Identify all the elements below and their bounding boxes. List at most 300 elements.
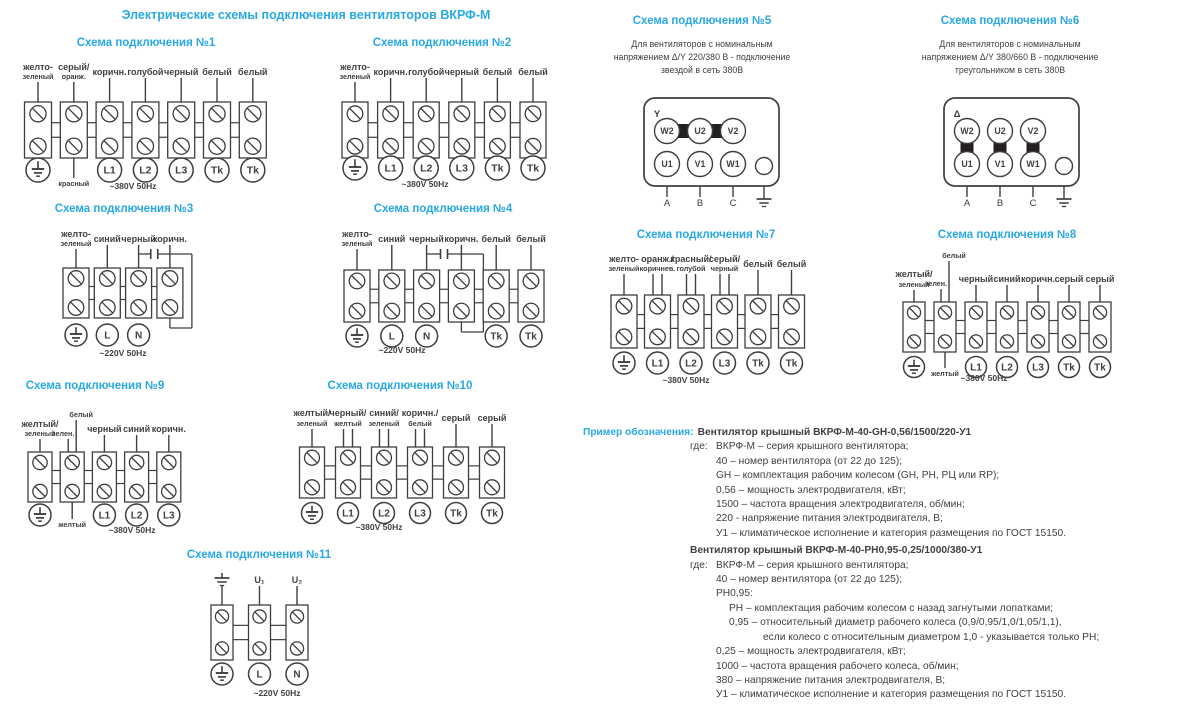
terminal-label [410,503,431,524]
screw-icon [162,300,178,316]
phase-label: B [996,198,1004,209]
wire-color-label: красный [58,179,90,188]
wire-color-label: зеленый [60,239,92,248]
terminal-label-text: Tk [210,164,224,177]
wire-color-label: желто- [342,229,372,239]
earth-icon [346,325,368,347]
screw-icon [616,329,632,345]
capacitor-icon [441,249,448,259]
screw-icon [616,298,632,314]
screw-icon [173,138,189,154]
terminal-label [781,352,803,374]
screw-icon [525,138,541,154]
wire-color-label: черный [958,274,994,284]
screw-icon [102,138,118,154]
empty-terminal [1056,158,1073,175]
wire-color-label: оранж./ [641,254,674,264]
screw-icon [717,329,733,345]
motor-terminal-text: U2 [694,126,706,137]
terminal-block [518,67,548,180]
screw-icon [97,455,111,469]
screw-icon [347,138,363,154]
screw-icon [413,450,428,465]
screw-icon [30,138,46,154]
terminal-label-text: Tk [491,162,504,175]
page-title: Электрические схемы подключения вентиляторов ВКРФ-М [121,8,491,22]
wire-color-label: зеленый [608,264,640,273]
voltage-label: ~380V 50Hz [355,522,403,532]
wire-color-label: коричн./ [401,408,439,418]
wire-color-label: черный [710,264,739,273]
screw-icon [384,273,400,289]
terminal-label [680,352,702,374]
designation-line: 0,56 – мощность электродвигателя, кВт; [716,484,906,496]
terminal-label [96,324,118,346]
screw-icon [523,303,539,319]
terminal-label-text: L1 [342,508,354,520]
earth-icon [65,324,87,346]
terminal-label-text: Tk [785,358,798,370]
designation-line: У1 – климатическое исполнение и категория размещения по ГОСТ 15150. [716,527,1067,539]
wire-color-label: серый [441,413,471,423]
wire-color-label: серый [1085,274,1115,284]
terminal-label [169,158,193,182]
designation-line: 40 – номер вентилятора (от 22 до 125); [716,455,903,467]
terminal-label [714,352,736,374]
screw-icon [454,303,470,319]
earth-icon [302,503,323,524]
wire-color-label: белый [482,67,513,77]
motor-terminal-text: V2 [1027,126,1039,137]
terminal-block [127,67,163,182]
empty-terminal [756,158,773,175]
scheme-description: Для вентиляторов с номинальным напряжением Δ/Y 220/380 В - подключение звездой в сеть 380В [613,39,791,75]
phase-label: C [729,198,737,209]
wire-color-label: голубой [676,264,706,273]
screw-icon [454,138,470,154]
terminal-label [414,156,438,180]
screw-icon [100,271,116,287]
terminal-label-text: Tk [526,162,540,175]
screw-icon [137,106,153,122]
screw-icon [488,273,504,289]
designation-line: GH – комплектация рабочим колесом (GH, РН, РЦ или RP); [716,470,1000,482]
terminal-label-text: L1 [970,362,982,374]
screw-icon [290,642,303,655]
wiring-diagram [330,58,556,194]
terminal-block [211,573,233,685]
screw-icon [907,306,920,319]
wire-color-label: зеленый [296,419,328,428]
screw-icon [490,106,506,122]
scheme-title: Схема подключения №6 [940,15,1080,27]
voltage-label: ~220V 50Hz [378,345,426,355]
screw-icon [66,106,82,122]
wire-color-label: желтый [334,419,362,428]
terminal-label [205,158,229,182]
screw-icon [750,329,766,345]
terminal-block [93,67,127,182]
designation-line: РН – комплектация рабочим колесом с назад загнутыми лопатками; [729,602,1054,614]
screw-icon [209,106,225,122]
terminal-block [374,67,408,180]
screw-icon [485,450,500,465]
terminal-label [446,503,467,524]
wire-color-label: коричн. [1020,274,1056,284]
terminal-label [482,503,503,524]
terminal-block [123,424,150,526]
wiring-diagram [14,58,280,194]
terminal-block [87,424,121,526]
screw-icon [1000,306,1013,319]
terminal-label-text: L2 [139,164,152,177]
screw-icon [30,106,46,122]
wire-color-label: голубой [127,67,164,77]
screw-icon [68,300,84,316]
terminal-label [647,352,669,374]
terminal-label [450,156,474,180]
terminal-label-text: Tk [752,358,764,370]
wire-color-label: синий [993,274,1021,284]
screw-icon [938,335,951,348]
scheme-title: Схема подключения №7 [636,229,776,241]
wire-color-label: черный [444,67,479,77]
earth-icon [29,504,51,526]
wire-color-label: оранж. [61,72,86,81]
terminal-label [1028,357,1049,378]
model-designation: Вентилятор крышный ВКРФ-М-40-GH-0,56/1500/220-У1 [697,427,972,438]
scheme-title: Схема подключения №9 [25,380,165,392]
screw-icon [523,273,539,289]
terminal-label-text: L3 [162,510,175,522]
terminal-block [249,575,271,685]
screw-icon [454,106,470,122]
screw-icon [449,480,464,495]
wire-color-label: коричнев. [639,264,676,273]
terminal-label [381,325,403,347]
terminal-label-text: N [293,669,301,681]
screw-icon [305,480,320,495]
terminal-label-text: L3 [414,508,426,520]
terminal-block [286,575,308,685]
terminal-label [128,324,150,346]
wire-color-label: голубой [408,67,445,77]
wire-color-label: белый [408,419,432,428]
screw-icon [384,303,400,319]
screw-icon [1093,335,1106,348]
terminal-block [94,234,121,346]
wire-color-label: коричн. [151,424,186,434]
voltage-label: ~380V 50Hz [109,181,157,191]
screw-icon [245,106,261,122]
terminal-label-text: Tk [1094,362,1106,374]
wire-color-label: белый [776,259,807,269]
motor-terminal-text: U1 [961,159,973,170]
wire-color-label: зелен. [52,429,75,438]
terminal-label [1090,357,1111,378]
voltage-label: ~380V 50Hz [960,373,1008,383]
wire-color-label: желтый [931,369,959,378]
terminal-block [409,234,443,347]
motor-terminal-diagram [640,90,800,218]
winding-type-label: Y [653,109,661,120]
terminal-block [153,234,187,318]
designation-line: где: ВКРФ-М – серия крышного вентилятора; [583,559,1183,573]
terminal-label [1059,357,1080,378]
designation-line: 0,95 – относительный диаметр рабочего колеса (0,9/0,95/1,0/1,05/1,1), [729,617,1062,629]
screw-icon [65,484,79,498]
ground-icon [1057,199,1072,207]
screw-icon [162,455,176,469]
terminal-block [516,234,546,347]
where-label: где: [690,441,708,453]
terminal-label [521,156,545,180]
designation-line: 1500 – частота вращения электродвигателя, об/мин; [716,499,965,511]
motor-terminal-text: W2 [960,126,974,137]
screw-icon [347,106,363,122]
motor-terminal-text: W1 [1026,159,1040,170]
example-heading-row [583,426,1183,440]
screw-icon [377,450,392,465]
ground-icon [757,199,772,207]
terminal-block [60,229,91,346]
wire-color-label: желтый/ [293,408,331,418]
motor-terminal-text: V2 [727,126,739,137]
terminal-label-text: L2 [378,508,390,520]
wire-color-label: зеленый [24,429,56,438]
wire-color-label: коричн. [152,234,187,244]
screw-icon [650,298,666,314]
terminal-label [286,663,308,685]
voltage-label: ~380V 50Hz [108,525,156,535]
screw-icon [419,303,435,319]
terminal-block [743,259,773,374]
screw-icon [33,484,47,498]
terminal-label [485,156,509,180]
wire-color-label: белый [238,67,268,77]
wiring-diagram [20,402,195,540]
screw-icon [341,480,356,495]
terminal-label-text: L3 [1032,362,1044,374]
wire-color-label: зеленый [898,280,930,289]
screw-icon [413,480,428,495]
wire-color-label: белый [942,251,966,260]
terminal-block [442,413,471,524]
screw-icon [97,484,111,498]
terminal-block [1055,274,1084,378]
terminal-block [378,234,405,347]
terminal-label-text: Tk [450,508,462,520]
terminal-block [369,408,400,524]
screw-icon [449,450,464,465]
terminal-label-text: L3 [455,162,468,175]
terminal-label [747,352,769,374]
wire-color-label: белый [743,259,773,269]
screw-icon [418,138,434,154]
screw-icon [1093,306,1106,319]
terminal-label-text: L [104,330,111,342]
wire-color-label: черный [164,67,199,77]
terminal-label-text: L1 [651,358,664,370]
terminal-label [338,503,359,524]
screw-icon [102,106,118,122]
winding-type-label: Δ [953,109,961,120]
scheme-title: Схема подключения №2 [372,37,512,49]
terminal-block [444,234,478,322]
where-label: где: [690,559,708,571]
wire-color-label: синий [123,424,151,434]
terminal-label-text: L1 [384,162,397,175]
terminal-label-text: L1 [103,164,116,177]
screw-icon [33,455,47,469]
motor-terminal-text: W2 [660,126,674,137]
wire-color-label: желто- [609,254,639,264]
earth-icon [613,352,635,374]
screw-icon [131,300,147,316]
screw-icon [969,335,982,348]
screw-icon [215,642,228,655]
screw-icon [784,329,800,345]
terminal-label-text: L2 [420,162,433,175]
terminal-block [445,67,479,180]
wire-color-label: красный/ [670,254,712,264]
screw-icon [683,329,699,345]
terminal-label-text: L [256,669,263,681]
wire-color-label: белый [516,234,546,244]
screw-icon [683,298,699,314]
example-label: Пример обозначения: [583,427,694,438]
terminal-label [158,504,180,526]
terminal-block [608,254,639,374]
screw-icon [305,450,320,465]
terminal-block [483,67,513,180]
screw-icon [1062,335,1075,348]
designation-line: где: ВКРФ-М – серия крышного вентилятора; [583,440,1183,454]
screw-icon [68,271,84,287]
wire-color-label: коричн. [92,67,127,77]
screw-icon [162,271,178,287]
terminal-label-text: L3 [175,164,188,177]
voltage-label: ~220V 50Hz [99,348,147,358]
screw-icon [100,300,116,316]
model-designation: Вентилятор крышный ВКРФ-М-40-РН0,95-0,25/1000/380-У1 [690,545,983,557]
screw-icon [490,138,506,154]
screw-icon [784,298,800,314]
motor-terminal-text: V1 [694,159,706,170]
screw-icon [209,138,225,154]
motor-terminal-text: W1 [726,159,740,170]
wire-color-label: белый [481,234,511,244]
screw-icon [383,106,399,122]
wiring-diagram [293,402,508,540]
scheme-title: Схема подключения №5 [632,15,772,27]
terminal-block [993,274,1020,378]
wire-color-label: желтый [58,520,87,529]
terminal-label [249,663,271,685]
earth-icon [211,663,233,685]
wire-color-label: белый [202,67,232,77]
terminal-block [959,274,993,378]
terminal-block [341,229,372,347]
phase-label: A [963,198,971,209]
terminal-label [416,325,438,347]
designation-line: 40 – номер вентилятора (от 22 до 125); [716,574,903,586]
terminal-label-text: L2 [130,510,143,522]
terminal-label-text: L2 [685,358,697,370]
terminal-label [93,504,115,526]
motor-terminal-text: U2 [994,126,1006,137]
screw-icon [485,480,500,495]
screw-icon [969,306,982,319]
screw-icon [377,480,392,495]
screw-icon [525,106,541,122]
terminal-block [164,67,198,182]
wire-color-label: U₁ [254,575,265,585]
scheme-title: Схема подключения №3 [54,203,194,215]
screw-icon [1000,335,1013,348]
terminal-label [98,158,122,182]
wire-color-label: белый [518,67,548,77]
terminal-label-text: L3 [718,358,731,370]
terminal-block [238,67,268,182]
scheme-title: Схема подключения №11 [186,549,332,561]
screw-icon [137,138,153,154]
wire-color-label: серый/ [58,62,90,72]
wire-color-label: синий [378,234,406,244]
designation-line: 380 – напряжение питания электродвигателя, В; [716,674,946,686]
screw-icon [65,455,79,469]
designation-line: 1000 – частота вращения рабочего колеса, об/мин; [716,660,959,672]
screw-icon [1031,335,1044,348]
screw-icon [650,329,666,345]
wire-color-label: зеленый [341,239,373,248]
terminal-block [670,254,712,374]
terminal-block [1021,274,1055,378]
terminal-label-text: L [388,331,395,343]
scheme-description: Для вентиляторов с номинальным напряжением Δ/Y 380/660 В - подключение треугольником в сеть 380В [921,39,1099,75]
screw-icon [349,303,365,319]
terminal-label [379,156,403,180]
terminal-label [520,325,542,347]
wiring-diagram [50,228,215,360]
screw-icon [750,298,766,314]
wire-color-label: желтый/ [895,269,933,279]
screw-icon [341,450,356,465]
screw-icon [253,610,266,623]
designation-line: если колесо с относительным диаметром 1,0 - указывается только РН; [763,631,1100,643]
screw-icon [131,271,147,287]
wire-color-label: желто- [61,229,91,239]
wire-color-label: желто- [23,62,53,72]
terminal-label-text: Tk [246,164,259,177]
screw-icon [66,138,82,154]
screw-icon [290,610,303,623]
terminal-block [408,67,444,180]
terminal-label-text: L1 [98,510,111,522]
scheme-title: Схема подключения №1 [76,37,216,49]
screw-icon [383,138,399,154]
designation-line: РН0,95: [716,588,753,600]
wiring-diagram [333,228,563,360]
screw-icon [245,138,261,154]
scheme-title: Схема подключения №10 [327,380,473,392]
capacitor-icon [151,249,158,259]
wire-color-label: серый/ [708,254,741,264]
screw-icon [454,273,470,289]
voltage-label: ~220V 50Hz [253,688,301,698]
wire-color-label: зеленый [22,72,54,81]
terminal-label-text: N [134,330,143,342]
